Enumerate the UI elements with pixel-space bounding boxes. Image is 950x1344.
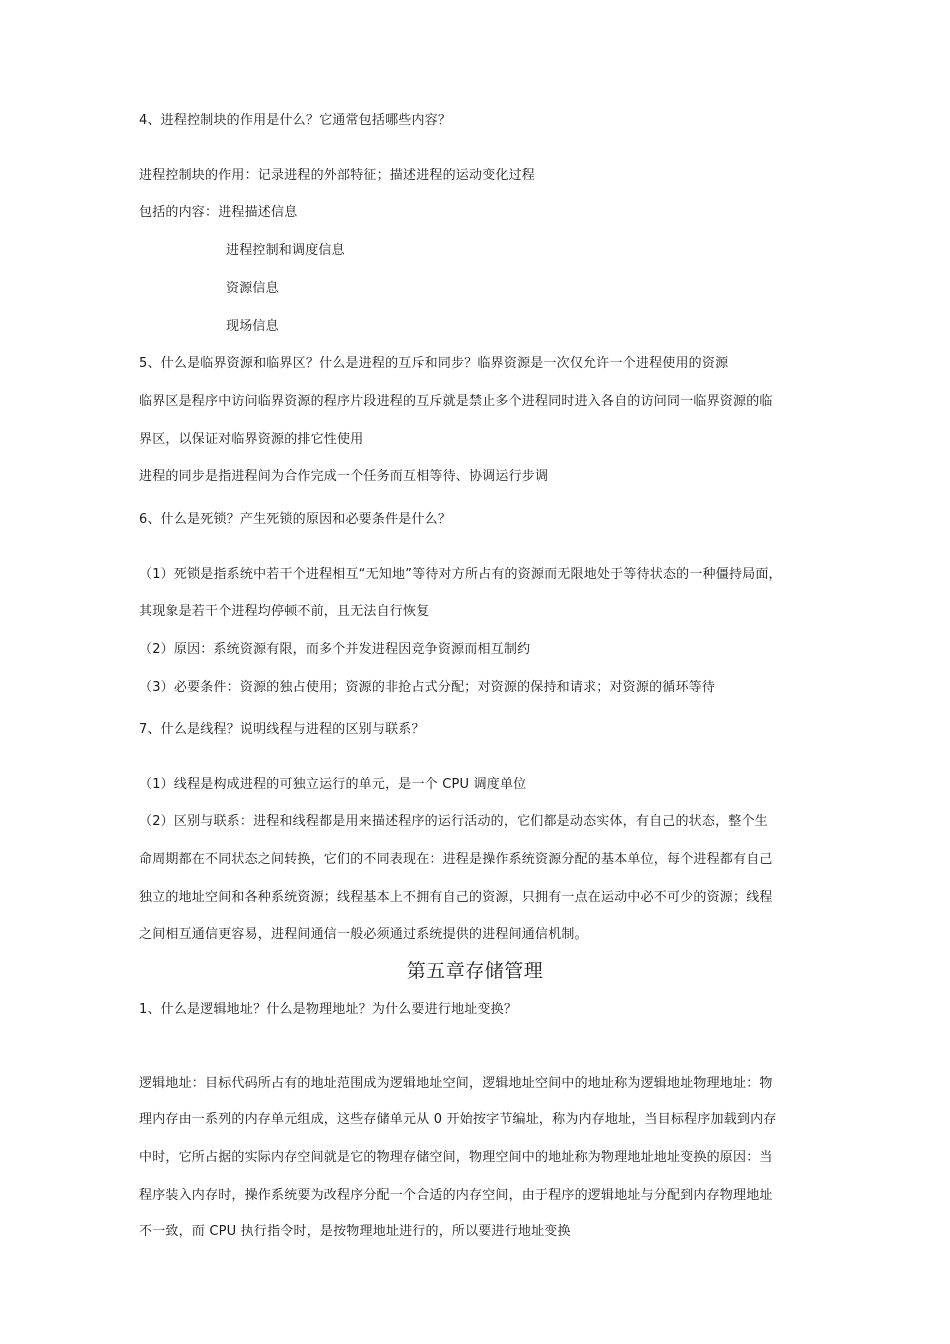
answer-4-purpose: 进程控制块的作用：记录进程的外部特征；描述进程的运动变化过程 — [139, 168, 536, 183]
chapter5-answer-line: 不一致，而 CPU 执行指令时，是按物理地址进行的，所以要进行地址变换 — [139, 1224, 571, 1239]
answer-7-difference: 之间相互通信更容易，进程间通信一般必须通过系统提供的进程间通信机制。 — [139, 927, 588, 942]
answer-7-definition: （1）线程是构成进程的可独立运行的单元，是一个 CPU 调度单位 — [139, 777, 527, 792]
answer-7-difference: 独立的地址空间和各种系统资源；线程基本上不拥有自己的资源，只拥有一点在运动中必不可少的资源；线程 — [139, 890, 773, 905]
answer-6-conditions: （3）必要条件：资源的独占使用；资源的非抢占式分配；对资源的保持和请求；对资源的循环等待 — [139, 680, 716, 695]
chapter-title: 第五章存储管理 — [406, 960, 544, 982]
answer-4-item: 资源信息 — [226, 281, 279, 296]
question-5: 5、什么是临界资源和临界区？什么是进程的互斥和同步？临界资源是一次仅允许一个进程使用的资源 — [139, 356, 729, 371]
answer-4-item: 现场信息 — [226, 319, 279, 334]
answer-6-definition: （1）死锁是指系统中若干个进程相互“无知地”等待对方所占有的资源而无限地处于等待状态的一种僵持局面， — [139, 567, 782, 582]
chapter5-question-1: 1、什么是逻辑地址？什么是物理地址？为什么要进行地址变换？ — [139, 1002, 518, 1017]
question-6: 6、什么是死锁？产生死锁的原因和必要条件是什么？ — [139, 512, 452, 527]
chapter5-answer-line: 理内存由一系列的内存单元组成，这些存储单元从 0 开始按字节编址，称为内存地址，当目标程序加载到内存 — [139, 1112, 777, 1127]
answer-6-definition: 其现象是若干个进程均停顿不前，且无法自行恢复 — [139, 604, 430, 619]
answer-4-contents: 包括的内容：进程描述信息 — [139, 205, 298, 220]
question-7: 7、什么是线程？说明线程与进程的区别与联系？ — [139, 722, 425, 737]
chapter5-answer-line: 逻辑地址：目标代码所占有的地址范围成为逻辑地址空间，逻辑地址空间中的地址称为逻辑地址物理地址：物 — [139, 1076, 773, 1091]
question-4: 4、进程控制块的作用是什么？它通常包括哪些内容？ — [139, 113, 452, 128]
answer-5-line: 临界区是程序中访问临界资源的程序片段进程的互斥就是禁止多个进程同时进入各自的访问同一临界资源的临 — [139, 394, 773, 409]
answer-5-line: 界区，以保证对临界资源的排它性使用 — [139, 432, 364, 447]
answer-5-line: 进程的同步是指进程间为合作完成一个任务而互相等待、协调运行步调 — [139, 469, 549, 484]
chapter5-answer-line: 中时，它所占据的实际内存空间就是它的物理存储空间，物理空间中的地址称为物理地址地址变换的原因：当 — [139, 1150, 773, 1165]
answer-4-item: 进程控制和调度信息 — [226, 243, 345, 258]
answer-6-cause: （2）原因：系统资源有限，而多个并发进程因竞争资源而相互制约 — [139, 642, 531, 657]
answer-7-difference: （2）区别与联系：进程和线程都是用来描述程序的运行活动的，它们都是动态实体，有自己的状态，整个生 — [139, 814, 768, 829]
answer-7-difference: 命周期都在不同状态之间转换，它们的不同表现在：进程是操作系统资源分配的基本单位，每个进程都有自己 — [139, 852, 773, 867]
chapter5-answer-line: 程序装入内存时，操作系统要为改程序分配一个合适的内存空间，由于程序的逻辑地址与分配到内存物理地址 — [139, 1188, 773, 1203]
